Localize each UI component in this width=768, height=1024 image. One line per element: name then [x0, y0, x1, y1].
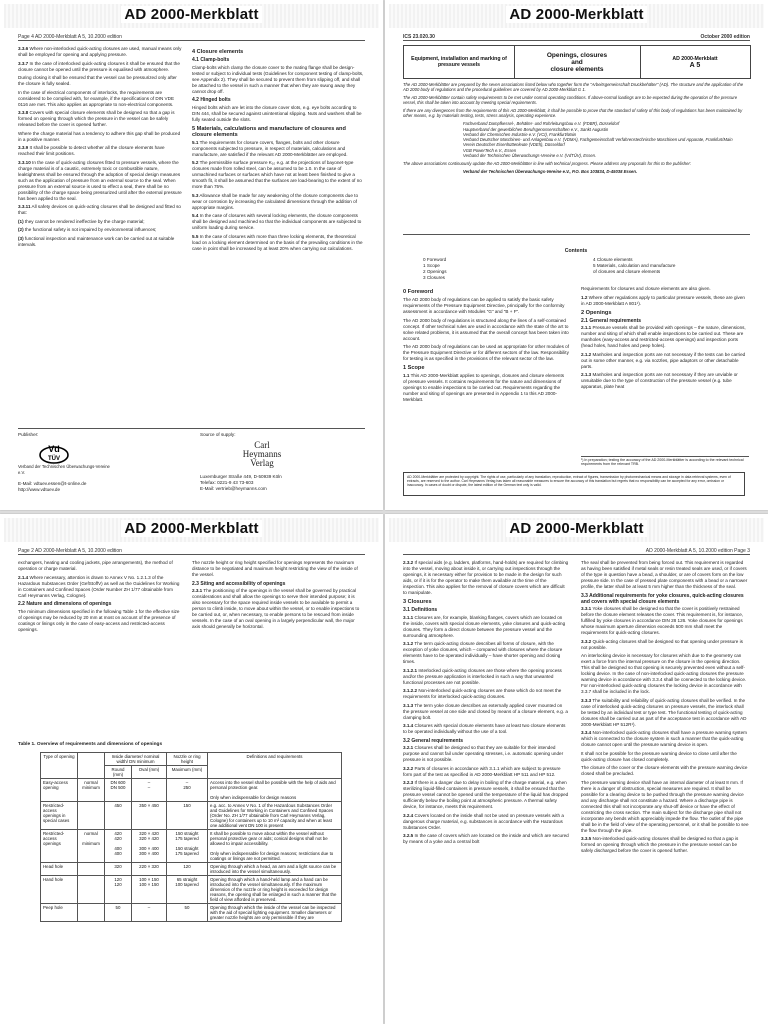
paragraph-text: Covers located on the inside shall not be used on pressure vessels with a dangerous charge material, e.g. substances in accordance with the Hazardous Substances Order.	[403, 812, 564, 830]
page-title: AD 2000-Merkblatt	[506, 520, 646, 537]
header-rule	[403, 554, 750, 555]
publisher-address: Verband der Technischen Überwachungs-Vereine e.V., P.O. Box 103834, D-45038 Essen.	[463, 169, 638, 175]
table-cell-req: It shall be possible to move about within the vessel without personal protective gear or aids; conical designs shall not be allowed to impair accessibility. Only when indispensable for design reasons; restrictions due to coatings or linings are not permitted.	[208, 830, 342, 863]
box-subject: Openings, closures and closure elements	[546, 51, 608, 73]
paragraph	[581, 780, 749, 834]
copyright-box: AD 2000-Merkblätter are protected by copyright. The rights of use, particularly of any translation, reproduction, extract of figures, transmission by photomechanical means and storage in data retrieval systems, even of extracts, are reserved to the author. Carl Heymanns Verlag has taken all reasonable measures to ensure the accuracy of this translation but regrets that no responsibility can be accepted for any error, omission or inaccuracy. In cases of doubt or dispute, the latest edition of the German text only is valid.	[403, 472, 745, 496]
paragraph-text: In the case of closures with several locking elements, the closure components shall be designed and machined so that the individual components are subjected to uniform loading during service.	[192, 213, 362, 230]
paragraph-text: This AD 2000-Merkblatt applies to openings, closures and closure elements of pressure vessels. It contains requirements for the nature and dimensions of openings to enable inspections to be carried out. Requirements regarding the number and siting of openings are presented in Appendix 1 to this AD 2000-Merkblatt.	[403, 373, 565, 402]
paragraph	[192, 65, 364, 95]
box-designation: AD 2000-Merkblatt A 5	[672, 55, 718, 69]
header-rule	[18, 40, 365, 41]
paragraph	[581, 295, 749, 307]
contents-rule	[403, 234, 750, 235]
table-cell-oval: –	[132, 904, 167, 922]
paragraph	[403, 615, 569, 639]
paragraph-text: Yoke closures shall be designed so that the cover is positively restrained before the closure element releases the cover. This requirement is, for instance, fulfilled by yoke closures in accordance DIN 28 126. Yoke closures for openings whose maximum aperture dimension exceeds 500 mm shall meet the requirements for quick-acting closures.	[581, 606, 744, 635]
association-list: Fachverband Dampfkessel-, Behälter- und Rohrleitungsbau e.V. (FDBR), Düsseldorf Hauptverband der gewerblichen Berufsgenossenschaften e.V., Sankt Augustin Verband der Chemischen Industrie e.V. (VCI), Frankfurt/Main Verband Deutscher Maschinen- und Anlagenbau e.V. (VDMA), Fachgemeinschaft Verfahrenstechnische Maschinen und Apparate, Frankfurt/Main Verein Deutscher Eisenhüttenleute (VDEh), Düsseldorf VGB PowerTech e.V., Essen Verband der Technischen Überwachungs-Vereine e.V. (VdTÜV), Essen.	[463, 121, 733, 159]
clause-number: 2.3.1	[192, 588, 203, 593]
table-cell-sub: normal minimum	[78, 830, 105, 863]
paragraph-text: An interlocking device is necessary for closures which due to the geometry can exert a force from the internal pressure on the closure in the opening direction. This shall be designed so that opening is securely prevented even without a self-locking device. In the case of non-interlocked quick-acting closures the pressure warning device in accordance with 3.3.4 shall be connected to the locking device. For non-interlocked quick-acting closures the locking device in accordance with 3.3.7 shall be included in the lock.	[581, 653, 747, 694]
table-header-requirements: Definitions and requirements	[208, 753, 342, 779]
paragraph-text: Pressure vessels shall be provided with openings – the nature, dimensions, number and siting of which shall enable inspections to be carried out. These are manholes (easy-access and restricted-access openings) and inspection ports (head holes, hand holes and peep holes).	[581, 325, 746, 348]
table-row	[41, 802, 342, 830]
publisher-block	[18, 432, 118, 493]
paragraph	[403, 780, 569, 810]
vdtuv-web: http://www.vdtuev.de	[18, 487, 61, 492]
paragraph-text: Closures are, for example, blanking flanges, covers which are located on the inside, covers with special closure elements, yoke closures and quick-acting closures. They form a direct closure between the pressure vessel and the surrounding atmosphere.	[403, 614, 566, 638]
paragraph	[18, 236, 182, 248]
paragraph-text: The pressure warning device shall have an internal diameter of at least 8 mm. If there is a danger of obstruction, special measures are required. It shall be possible for a clearing device to be pushed through the pressure warning device and any discharge shall not constitute a hazard. Where a discharge pipe is connected this shall not incorporate any shut-off device or have the effect of constricting the cross section. The main subject for the discharge pipe shall not incorporate any bends which appreciably impede the flow. The outlet of the pipe shall be in the field of view of the operating personnel, or it shall be possible to see the flow through the pipe.	[581, 779, 749, 833]
paragraph	[18, 90, 182, 108]
paragraph-text: Non-interlocked quick-acting closures are those which do not meet the requirements for interlocked quick-acting closures.	[403, 688, 562, 699]
paragraph	[18, 204, 182, 216]
clause-number: 3.3.7	[18, 60, 29, 66]
clause-number: 1.2	[581, 294, 588, 300]
svg-text:Vd: Vd	[48, 444, 60, 454]
subsection-heading: 4.1 Clamp-bolts	[192, 57, 230, 63]
paragraph-text: The AD 2000 body of regulations can be used as appropriate for other modules of the Pressure Equipment Directive or for different sectors of the law. Responsibility for testing is as specified in the provisions of the relevant sector of the law.	[403, 344, 569, 361]
table-cell-sub: normal minimum	[78, 779, 105, 802]
table-cell-oval: 350 × 450	[132, 802, 167, 830]
paragraph-text: In the case of quick-acting closures fitted to pressure vessels, where the charge material is of a caustic, extremely toxic or combustible nature, leaktightness shall be ensured through the adoption of special design measures such as the application of pressure from an external source to the seal. When pressure from an external source is used to effect a seal, there shall be no possibility of the charge space being pressurized until after the external pressure has been applied to the seal.	[18, 159, 182, 201]
paragraph-text: they cannot be rendered ineffective by the charge material;	[23, 218, 145, 224]
table-cell-req: Access into the vessel shall be possible with the help of aids and personal protection gear. Only when indispensable for design reasons	[208, 779, 342, 802]
paragraph	[192, 140, 364, 158]
clause-number: 2.1.3	[581, 372, 592, 377]
clause-number: 3.3.2	[581, 638, 592, 644]
paragraph	[581, 372, 749, 390]
table-cell-type: Peep hole	[41, 904, 78, 922]
paragraph	[403, 344, 569, 362]
vdtuv-name: Verband der Technischen Überwachungs-Vereine e.V.	[18, 464, 110, 475]
right-column	[192, 46, 364, 254]
paragraph	[581, 698, 749, 728]
paragraph	[581, 560, 749, 590]
paragraph	[18, 560, 182, 572]
document-page-4	[0, 0, 383, 510]
paragraph-text: The AD 2000 body of regulations can be applied to satisfy the basic safety requirements of the Pressure Equipment Directive, principally for the conformity assessment in accordance with Modules "G" and "B + F".	[403, 297, 565, 314]
clause-number: 2.1.4	[18, 574, 29, 580]
subsection-heading: 3.3 Additional requirements for yoke closures, quick-acting closures and covers with special closure elements	[581, 592, 744, 605]
contents	[403, 248, 749, 281]
table-cell-req: e.g. acc. to Annex V No. 1 of the Hazardous Substances Order and Guidelines for Working in Containers and Confined Spaces (Order No. ZH 1/77 obtainable from Carl Heymanns Verlag, Cologne) for containers up to 10 m³ capacity and when at least one additional vent DN 100 is present	[208, 802, 342, 830]
paragraph-text: Where the charge material has a tendency to adhere this gap shall be produced in a positive manner.	[18, 130, 181, 142]
table-cell-round: 420 420 400 400	[105, 830, 132, 863]
paragraph-text: Non-interlocked quick-acting closures shall be designed so that a gap is formed on opening through which the pressure in the pressure vessel can be safely discharged before the cover is opened further.	[581, 836, 739, 853]
clause-number: 3.2.2	[403, 765, 414, 771]
table-cell-req: Opening through which the inside of the vessel can be inspected with the aid of special lighting equipment. Smaller diameters or greater nozzle heights are only permissible if they are	[208, 904, 342, 922]
table-cell-req: Opening through which a head, an arm and a light source can be introduced into the vessel simultaneously.	[208, 863, 342, 876]
paragraph-text: functional inspection and maintenance work can be carried out at suitable intervals.	[18, 235, 175, 247]
paragraph-text: Hinged bolts which are let into the closure cover slots, e.g. eye bolts according to DIN 444, shall be secured against unintentional slipping. Nuts and washers shall be fully seated outside the slots.	[192, 104, 362, 122]
document-page-3	[385, 514, 768, 1024]
clause-number: 3.2.3	[403, 780, 414, 785]
left-column	[18, 46, 182, 250]
table-cell-height: 65 straight 100 tapered	[167, 876, 208, 904]
paragraph-text: Where other regulations apply to particular pressure vessels, these are given in AD 2000-Merkblatt A 801¹).	[581, 294, 745, 306]
publisher-label: Publisher:	[18, 432, 39, 437]
paragraph-text: In the case of closures with more than three locking elements, the theoretical load on a locking element determined on the basis of the prevailing conditions in the case in point shall be increased by at least 20% when carrying out calculations.	[192, 233, 363, 251]
page-title: AD 2000-Merkblatt	[121, 6, 261, 23]
clause-number: 3.1.4	[403, 723, 414, 728]
section-heading: 1 Scope	[403, 365, 425, 371]
clause-number: 5.3	[192, 192, 199, 198]
paragraph	[403, 668, 569, 686]
page-banner	[389, 518, 764, 542]
clause-number: 2.1.1	[581, 325, 592, 330]
table-cell-height: 50	[167, 904, 208, 922]
paragraph	[18, 219, 182, 225]
clause-number: (3)	[18, 235, 24, 241]
table-cell-round: 50	[105, 904, 132, 922]
paragraph	[403, 766, 569, 778]
table-header-type: Type of opening	[41, 753, 78, 779]
paragraph-text: It shall not be possible for the pressure warning device to close until after the quick-acting closure has closed completely.	[581, 750, 737, 762]
paragraph	[581, 639, 749, 651]
paragraph-text: If special aids (e.g. ladders, platforms, hand-holds) are required for climbing into the vessel, moving about inside it, or carrying out inspections through the openings, it is necessary either for provision to be made in the design for such aids, or if it is for the operator to make them available at the time of the inspection. This also applies for the removal of closure covers which are difficult to manipulate.	[403, 560, 569, 595]
subsection-heading: 3.2 General requirements	[403, 737, 464, 744]
clause-number: 5.2	[192, 160, 199, 165]
page-header: Page 2 AD 2000-Merkblatt A 5, 10.2000 edition	[18, 548, 122, 554]
paragraph	[581, 606, 749, 636]
paragraph	[403, 560, 569, 596]
table-cell-type: Easy-access opening	[41, 779, 78, 802]
paragraph-text: Closures shall be designed so that they are suitable for their intended purpose and cannot fail under operating stresses, i.e. automatic opening under pressure is not possible.	[403, 745, 564, 762]
box-category: Equipment, installation and marking of pressure vessels	[411, 56, 507, 68]
clause-number: 3.3.4	[581, 730, 592, 735]
subsection-heading: 2.1 General requirements	[581, 317, 642, 324]
subsection-heading: 3.1 Definitions	[403, 607, 438, 613]
heymanns-telefax: Telefax: 0221-9 43 73-603	[200, 480, 254, 485]
paragraph-text: Quick-acting closures shall be designed so that opening under pressure is not possible.	[581, 638, 743, 650]
clause-number: 2.1.2	[581, 351, 592, 357]
paragraph	[192, 160, 364, 190]
paragraph-text: In the case of interlocked quick-acting closures it shall be ensured that the closure cannot be opened until the pressure is equalised with atmosphere.	[18, 60, 180, 72]
clause-number: 1.1	[403, 373, 410, 378]
paragraph-text: The permissible surface pressure K₁₀ e.g. at the projections of bayonet-type closures made from rolled steel, can be assumed to be 1.0. In the case of unmachined surfaces or surfaces which have not at least been finished to give a smooth fit, it shall be assumed that the surfaces are load-bearing to the extent of no more than 75%.	[192, 160, 362, 189]
table-caption: Table 1. Overview of requirements and dimensions of openings	[18, 742, 163, 747]
paragraph	[403, 745, 569, 763]
paragraph-text: exchangers, heating and cooling jackets, pipe arrangements), the method of operation or charge material.	[18, 560, 173, 571]
paragraph-text: The nozzle height or ring height specified for openings represents the maximum distance to be negotiated and maximum height restricting the view of the inside of the vessel.	[192, 560, 358, 577]
paragraph	[18, 75, 182, 87]
contents-left: 0 Foreword 1 Scope 2 Openings 3 Closures	[423, 257, 447, 280]
paragraph	[581, 653, 749, 695]
paragraph-text: Manholes and inspection ports are not necessary if the tests can be carried out in some other manner, e.g. via nozzles, pipe adaptors or other detachable parts.	[581, 351, 746, 369]
table-cell-height: – 250	[167, 779, 208, 802]
table-cell-type: Head hole	[41, 863, 78, 876]
paragraph-text: The positioning of the openings in the vessel shall be governed by practical considerations and shall allow the openings to serve their intended purpose; it is also necessary for the space required inside vessels to be available to permit a person to climb inside, to move about within the vessel, or to enable inspections to be carried out, or, when necessary, to enable persons to be rescued from inside vessels. In the case of an oval opening in a largely perpendicular wall, the major axis should generally be horizontal.	[192, 588, 360, 629]
heymanns-logo: Carl Heymanns Verlag	[242, 440, 282, 468]
clause-number: 3.3.8	[18, 110, 29, 115]
heymanns-address: Luxemburger Straße 449, D-50939 Köln	[200, 474, 282, 479]
vdtuv-email: E-Mail: vdtuev.essen@t-online.de	[18, 481, 87, 486]
paragraph-text: Covers with special closure elements shall be designed so that a gap is formed on opening through which the pressure in the vessel can be safely released before the cover is opened further.	[18, 110, 175, 127]
clause-number: 3.3.11	[18, 204, 31, 209]
clause-number: 3.1.3	[403, 702, 414, 708]
openings-table: Type of opening Inside diameter/ nominal width/ DN minimum Nozzle or ring height Definitions and requirements Round (mm) Oval (mm) Maximum (mm) Easy-access opening normal minimum DN 600 DN 500 – – – 250 Access into the vessel shall be possible with the help of aids and personal protection gear. Only when indispensable for design reasons Restricted-access openings in special cases 450 350 × 450 150 e.g. acc. to Annex V No. 1 of the Hazardous Substances Order and Guidelines for Working in Containers and Confined Spaces (Order No. ZH 1/77 obtainable from Carl Heymanns Verlag, Cologne) for containers up to 10 m³ capacity and when at least one additional vent DN 100 is present Restricted-access openings normal minimum 420 420 400 400 320 × 420 320 × 420 300 × 400 300 × 400 150 straight 175 tapered 150 straight 175 tapered It shall be possible to move about within the vessel without personal protective gear or aids; conical designs shall not be allowed to impair accessibility. Only when indispensable for design reasons; restrictions due to coatings or linings are not permitted. Head hole 320 220 × 320 120 Opening through which a head, an arm and a light source can be introduced into the vessel simultaneously. Hand hole 120 120 100 × 150 100 × 150 65 straight 100 tapered Opening through which a hand-held lamp and a hand can be introduced into the vessel simultaneously. If the maximum dimension of the nozzle or ring height is exceeded for design reasons, the opening shall be enlarged in such a manner that the field of view afforded is preserved. Peep hole 50 – 50 Opening through which the inside of the vessel can be inspected with the aid of special lighting equipment. Smaller diameters or greater nozzle heights are only permissible if they are	[40, 752, 342, 922]
paragraph	[18, 131, 182, 143]
paragraph	[403, 833, 569, 845]
table-cell-height: 150	[167, 802, 208, 830]
paragraph-text: It shall be possible to detect whether all the closure elements have reached their limit positions.	[18, 145, 165, 156]
table-cell-oval: – –	[132, 779, 167, 802]
page-banner	[389, 4, 764, 28]
table-cell-height: 120	[167, 863, 208, 876]
paragraph	[581, 836, 749, 854]
intro-block: The AD 2000-Merkblätter are prepared by the seven associations listed below who together form the "Arbeitsgemeinschaft Druckbehälter" (AD). The structure and the application of the AD 2000 body of regulations and the procedural guidelines are covered by AD 2000-Merkblatt G 1. The AD 2000-Merkblätter contain safety requirements to be met under normal operating conditions. If above-normal loadings are to be expected during the operation of the pressure vessel, this shall be taken into account by meeting special requirements. If there are any divergences from the requirements of this AD 2000-Merkblatt, it shall be possible to prove that the standard of safety of this body of regulations has been maintained by other means, e.g. by materials testing, tests, stress analysis, operating experience. Fachverband Dampfkessel-, Behälter- und Rohrleitungsbau e.V. (FDBR), Düsseldorf Hauptverband der gewerblichen Berufsgenossenschaften e.V., Sankt Augustin Verband der Chemischen Industrie e.V. (VCI), Frankfurt/Main Verband Deutscher Maschinen- und Anlagenbau e.V. (VDMA), Fachgemeinschaft Verfahrenstechnische Maschinen und Apparate, Frankfurt/Main Verein Deutscher Eisenhüttenleute (VDEh), Düsseldorf VGB PowerTech e.V., Essen Verband der Technischen Überwachungs-Vereine e.V. (VdTÜV), Essen. The above associations continuously update the AD 2000-Merkblätter in line with technical progress. Please address any proposals for this to the publisher: Verband der Technischen Überwachungs-Vereine e.V., P.O. Box 103834, D-45038 Essen.	[403, 82, 749, 174]
paragraph	[192, 213, 364, 231]
table-header-diameter: Inside diameter/ nominal width/ DN minimum	[105, 753, 167, 766]
paragraph-text: The AD 2000 body of regulations is structured along the lines of a self-contained concept. If other technical rules are used in accordance with the state of the art to solve related problems, it is assumed that the overall concept has been taken into account.	[403, 317, 569, 341]
clause-number: 3.3.5	[581, 836, 592, 841]
paragraph	[192, 588, 364, 630]
vdtuv-logo	[36, 442, 72, 464]
paragraph-text: Parts of closures in accordance with 3.1.1 which are subject to pressure form part of the test as specified in AD 2000-Merkblatt HP 511 and HP 512.	[403, 765, 561, 777]
clause-number: 3.3.9	[18, 145, 29, 150]
paragraph-text: If there is a danger due to delay in boiling of the charge material, e.g. when sterilizing liquid-filled containers in pressure vessels, it shall be ensured that the pressure vessel cannot be opened until the temperature of the liquid has dropped sufficiently below the boiling point at atmospheric pressure. A thermal safety device, for instance, meets this requirement.	[403, 780, 569, 809]
section-heading: 4 Closure elements	[192, 49, 244, 55]
footnote: ¹) In preparation; testing the accuracy of the AD 2000-Merkblätter is according to the relevant technical requirements from the relevant TRB.	[581, 456, 749, 467]
clause-number: (2)	[18, 227, 24, 232]
paragraph-text: Requirements for closures and closure elements are also given.	[581, 286, 711, 291]
heymanns-email: E-Mail: vertrieb@heymanns.com	[200, 486, 267, 491]
page-title: AD 2000-Merkblatt	[121, 520, 261, 537]
paragraph-text: Closures with special closure elements have at least two closure elements to be operated individually without the use of a tool.	[403, 723, 566, 734]
clause-number: 3.2.5	[403, 833, 414, 838]
section-heading: 3 Closures	[403, 599, 432, 605]
paragraph	[18, 110, 182, 128]
subsection-heading: 2.2 Nature and dimensions of openings	[18, 601, 112, 607]
paragraph-text: The closure of the cover or the closure elements with the pressure warning device closed shall be precluded.	[581, 765, 748, 776]
paragraph	[403, 813, 569, 831]
clause-number: 5.4	[192, 213, 199, 218]
page-header: AD 2000-Merkblatt A 5, 10.2000 edition Page 3	[645, 548, 750, 554]
paragraph	[581, 730, 749, 748]
paragraph-text: In the case of covers which are located on the inside and which are secured by means of a yoke and a central bolt	[403, 833, 569, 844]
section-heading: 0 Foreword	[403, 289, 434, 295]
subsection-heading: 4.2 Hinged bolts	[192, 97, 231, 103]
paragraph	[192, 234, 364, 252]
table-row	[41, 779, 342, 802]
paragraph-text: The seal shall be prevented from being forced out. This requirement is regarded as having been satisfied if metal seals or resin treated seals are used, or if covers of the type in question have a bead, a shoulder, or are of covers form on the low pressure side. In the case of pressed plate components with a bead or a narrower profile, the latter shall be at least 5 mm higher than the thickness of the seal.	[581, 560, 748, 589]
svg-text:TÜV: TÜV	[48, 456, 60, 462]
table-cell-req: Opening through which a hand-held lamp and a hand can be introduced into the vessel simultaneously. If the maximum dimension of the nozzle or ring height is exceeded for design reasons, the opening shall be enlarged in such a manner that the field of view afforded is preserved.	[208, 876, 342, 904]
paragraph-text: Allowance shall be made for any weakening of the closure components due to wear or corrosion by increasing the calculated dimensions through the addition of appropriate margins.	[192, 192, 358, 210]
left-column	[18, 560, 182, 635]
paragraph-text: The suitability and reliability of quick-acting closures shall be verified. In the case of interlocked quick-acting closures on pressure vessels, the interlock shall be tested by an individual test or type test. The functional testing of quick-acting closures shall be carried out as part of the acceptance test in accordance with AD 2000-Merkblatt HP 512R¹).	[581, 697, 747, 727]
paragraph-text: Interlocked quick-acting closures are those where the opening process and/or the pressure application is interlocked in such a way that unwanted functional processes are not possible.	[403, 667, 562, 685]
clause-number: 3.1.2.1	[403, 667, 418, 673]
table-cell-oval: 100 × 150 100 × 150	[132, 876, 167, 904]
paragraph	[403, 688, 569, 700]
table-cell-sub	[78, 904, 105, 922]
header-rule	[18, 554, 365, 555]
table-cell-sub	[78, 876, 105, 904]
clause-number: 2.3.2	[403, 560, 414, 565]
page-title: AD 2000-Merkblatt	[506, 6, 646, 23]
table-row	[41, 904, 342, 922]
table-cell-type: Hand hole	[41, 876, 78, 904]
classification-box	[403, 45, 751, 79]
source-label: Source of supply:	[200, 432, 236, 437]
paragraph	[403, 318, 569, 342]
paragraph-text: Manholes and inspection ports are not necessary if they are unviable or unsuitable due to the type of construction of the pressure vessel (e.g. tube apparatus, plate heat	[581, 372, 738, 389]
right-column	[581, 560, 749, 857]
table-header-height: Nozzle or ring height	[167, 753, 208, 766]
footer-rule	[18, 428, 365, 429]
paragraph	[18, 145, 182, 157]
section-heading: 5 Materials, calculations and manufacture of closures and closure elements	[192, 125, 346, 138]
section-heading: 2 Openings	[581, 309, 612, 316]
clause-number: 3.3.10	[18, 159, 31, 165]
paragraph-text: The term quick-acting closure describes all forms of closure, with the exception of yoke closures, which – compared with closures where the closure elements have to be operated individually – have shorter opening and closing times.	[403, 641, 563, 664]
clause-number: (1)	[18, 218, 24, 224]
page-header: Page 4 AD 2000-Merkblatt A 5, 10.2000 edition	[18, 34, 122, 40]
table-row	[41, 830, 342, 863]
table-cell-oval: 220 × 320	[132, 863, 167, 876]
page-banner	[4, 4, 379, 28]
document-page-1	[385, 0, 768, 510]
paragraph	[403, 641, 569, 665]
clause-number: 3.3.3	[581, 697, 592, 703]
paragraph	[192, 193, 364, 211]
left-column	[403, 286, 569, 406]
paragraph-text: Non-interlocked quick-acting closures shall have a pressure warning system which is connected to the closure system in such a manner that the quick-acting closure cannot open until the pressure warning device is open.	[581, 730, 747, 747]
right-column	[581, 286, 749, 393]
paragraph-text: Where necessary, attention is drawn to Annex V No. 1.2.1.3 of the Hazardous Substances Order (GefStoffV) as well as the Guidelines for Working in Containers and Confined Spaces (Order Number ZH 1/77 obtainable from Carl Heymanns Verlag, Cologne).	[18, 574, 180, 598]
paragraph	[403, 373, 569, 403]
table-cell-round: 120 120	[105, 876, 132, 904]
paragraph	[18, 227, 182, 233]
table-row	[41, 876, 342, 904]
paragraph-text: The term yoke closure describes an externally applied cover mounted on the pressure vessel at one side and closed by means of a closure element, e.g. a clamping bolt.	[403, 702, 568, 720]
left-column	[403, 560, 569, 848]
paragraph	[581, 286, 749, 292]
paragraph	[581, 751, 749, 763]
clause-number: 3.2.1	[403, 745, 414, 750]
paragraph-text: During closing it shall be ensured that the vessel can be pressurized only after the closure is fully sealed.	[18, 75, 177, 86]
paragraph	[18, 61, 182, 73]
paragraph	[581, 352, 749, 370]
table-cell-sub	[78, 802, 105, 830]
subsection-heading: 2.3 Siting and accessibility of openings	[192, 580, 286, 587]
paragraph	[192, 560, 364, 578]
ics-code: ICS 23.020.30	[403, 34, 435, 40]
edition: October 2000 edition	[700, 34, 750, 40]
paragraph	[18, 160, 182, 202]
table-row	[41, 863, 342, 876]
paragraph	[581, 765, 749, 777]
document-page-2	[0, 514, 383, 1024]
paragraph-text: The minimum dimensions specified in the following Table 1 for the effective size of openings may be reduced by 20 mm at most on account of the presence of coatings or linings only in the case of easy-access and restricted-access openings.	[18, 608, 180, 632]
table-cell-round: 450	[105, 802, 132, 830]
table-cell-type: Restricted-access openings	[41, 830, 78, 863]
contents-right: 4 Closure elements 5 Materials, calculation and manufacture of closures and closure elements	[593, 257, 676, 274]
right-column	[192, 560, 364, 633]
clause-number: 3.1.2	[403, 641, 414, 646]
paragraph-text: In the case of electrical components of interlocks, the requirements are considered to be complied with, for example, if the specifications of DIN VDE 0116 are met. This also applies as appropriate to non-electrical components.	[18, 89, 175, 107]
paragraph-text: Clamp-bolts which clamp the closure cover to the mating flange shall be design-tested or subject to individual tests (Guidelines for component testing of clamp-bolts, see Appendix 2). They shall be secured to prevent them from slipping off, and shall be attached to the vessel in such a manner that when they are swung away they cannot drop off.	[192, 64, 364, 94]
table-cell-sub	[78, 863, 105, 876]
header-rule	[403, 40, 750, 41]
clause-number: 5.1	[192, 139, 199, 145]
table-cell-oval: 320 × 420 320 × 420 300 × 400 300 × 400	[132, 830, 167, 863]
paragraph	[192, 105, 364, 123]
paragraph	[581, 325, 749, 349]
paragraph-text: All safety devices on quick-acting closures shall be designed and fitted so that:	[18, 204, 181, 215]
paragraph-text: the functional safety is not impaired by environmental influences;	[23, 227, 157, 232]
paragraph	[18, 575, 182, 599]
table-cell-type: Restricted-access openings in special cases	[41, 802, 78, 830]
table-cell-round: 320	[105, 863, 132, 876]
clause-number: 3.2.4	[403, 812, 414, 818]
table-cell-height: 150 straight 175 tapered 150 straight 175 tapered	[167, 830, 208, 863]
source-block	[200, 432, 360, 492]
table-cell-round: DN 600 DN 500	[105, 779, 132, 802]
clause-number: 3.1.2.2	[403, 688, 418, 693]
paragraph	[18, 609, 182, 633]
paragraph	[18, 46, 182, 58]
clause-number: 3.1.1	[403, 614, 414, 620]
paragraph	[403, 703, 569, 721]
page-banner	[4, 518, 379, 542]
paragraph	[403, 723, 569, 735]
paragraph-text: The requirements for closure covers, flanges, bolts and other closure components subjected to pressure, in respect of materials, calculations and manufacture, are satisfied if the relevant AD 2000-Merkblätter are employed.	[192, 139, 348, 157]
contents-title: Contents	[564, 248, 588, 254]
clause-number: 3.3.6	[18, 46, 29, 51]
paragraph-text: Where non-interlocked quick-acting closures are used, manual means only shall be employed for opening and applying pressure.	[18, 46, 182, 57]
paragraph	[403, 297, 569, 315]
clause-number: 3.3.1	[581, 606, 592, 611]
clause-number: 5.5	[192, 233, 199, 239]
